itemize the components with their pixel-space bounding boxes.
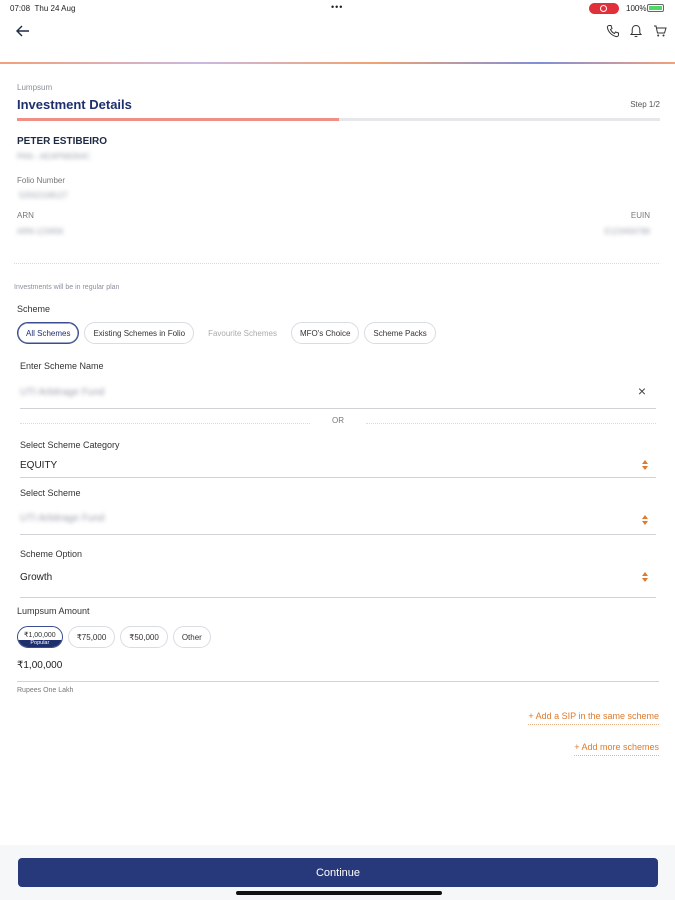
regular-plan-note: Investments will be in regular plan (14, 284, 120, 291)
scheme-name-input[interactable] (20, 385, 656, 409)
scheme-filter-chips (17, 322, 436, 344)
folio-label: Folio Number (17, 176, 66, 185)
scheme-category-field (20, 440, 656, 478)
top-nav (0, 16, 675, 62)
step-indicator: Step 1/2 (630, 100, 660, 109)
scheme-option-value: Growth (20, 572, 53, 583)
scheme-label: Scheme (17, 304, 51, 314)
chip-favourite-schemes[interactable]: Favourite Schemes (208, 328, 277, 338)
chip-existing-schemes[interactable]: Existing Schemes in Folio (84, 322, 194, 344)
select-scheme-label: Select Scheme (20, 488, 81, 498)
bell-icon[interactable] (627, 22, 645, 40)
arrow-left-icon[interactable] (14, 22, 32, 40)
home-indicator (236, 891, 442, 895)
euin-value: E123456789 (604, 227, 650, 236)
chip-mfos-choice[interactable]: MFO's Choice (291, 322, 359, 344)
scheme-option-label: Scheme Option (20, 549, 83, 559)
scheme-option-select[interactable] (20, 570, 656, 598)
status-bar (0, 0, 675, 16)
phone-icon[interactable] (604, 22, 622, 40)
scheme-category-value: EQUITY (20, 460, 58, 471)
select-arrows-icon (641, 513, 649, 527)
select-scheme-select[interactable] (20, 507, 656, 535)
euin-label: EUIN (630, 211, 650, 220)
amount-in-words: Rupees One Lakh (17, 687, 74, 694)
lumpsum-label: Lumpsum Amount (17, 606, 90, 616)
popular-badge: Popular (18, 640, 62, 647)
header-divider (0, 62, 675, 64)
chip-amount-value: ₹1,00,000 (24, 631, 56, 639)
add-more-schemes-link[interactable]: + Add more schemes (574, 742, 659, 756)
arn-value: ARN-123456 (17, 227, 64, 236)
select-scheme-field (20, 488, 656, 535)
scheme-option-field (20, 549, 656, 598)
chip-scheme-packs[interactable]: Scheme Packs (364, 322, 435, 344)
status-time: 07:08 Thu 24 Aug (10, 4, 76, 13)
chip-amount-100000[interactable] (17, 626, 63, 648)
lumpsum-amount-input[interactable]: ₹1,00,000 (17, 660, 659, 682)
amount-chips (17, 626, 211, 648)
page-title: Investment Details (17, 97, 132, 112)
close-icon[interactable]: × (637, 383, 647, 399)
investor-name: PETER ESTIBEIRO (17, 136, 108, 147)
chip-amount-other[interactable]: Other (173, 626, 211, 648)
or-divider: OR (20, 416, 656, 430)
select-scheme-value: UTI Arbitrage Fund (20, 513, 105, 524)
continue-button[interactable]: Continue (18, 858, 658, 887)
record-icon (589, 3, 619, 14)
add-sip-link[interactable]: + Add a SIP in the same scheme (528, 711, 659, 725)
scheme-name-field (20, 361, 656, 409)
folio-value: 52552108127 (19, 191, 68, 200)
chip-all-schemes[interactable]: All Schemes (17, 322, 79, 344)
status-dots: ••• (331, 2, 344, 12)
chip-amount-50000[interactable]: ₹50,000 (120, 626, 168, 648)
select-arrows-icon (641, 458, 649, 472)
breadcrumb: Lumpsum (17, 83, 53, 92)
scheme-name-label: Enter Scheme Name (20, 361, 104, 371)
chip-amount-75000[interactable]: ₹75,000 (68, 626, 116, 648)
step-progress-fill (17, 118, 339, 121)
select-arrows-icon (641, 570, 649, 584)
scheme-category-select[interactable] (20, 458, 656, 478)
battery-percent: 100% (626, 4, 647, 13)
step-progress-bar (17, 118, 660, 121)
divider (14, 263, 659, 264)
investor-info (17, 136, 660, 161)
page-header (17, 83, 660, 112)
arn-label: ARN (17, 211, 34, 220)
pan-number: PAN - AEAPN9264C (17, 152, 91, 161)
cart-icon[interactable] (651, 22, 669, 40)
scheme-name-value: UTI Arbitrage Fund (20, 387, 105, 398)
scheme-category-label: Select Scheme Category (20, 440, 120, 450)
battery-icon (647, 4, 664, 12)
